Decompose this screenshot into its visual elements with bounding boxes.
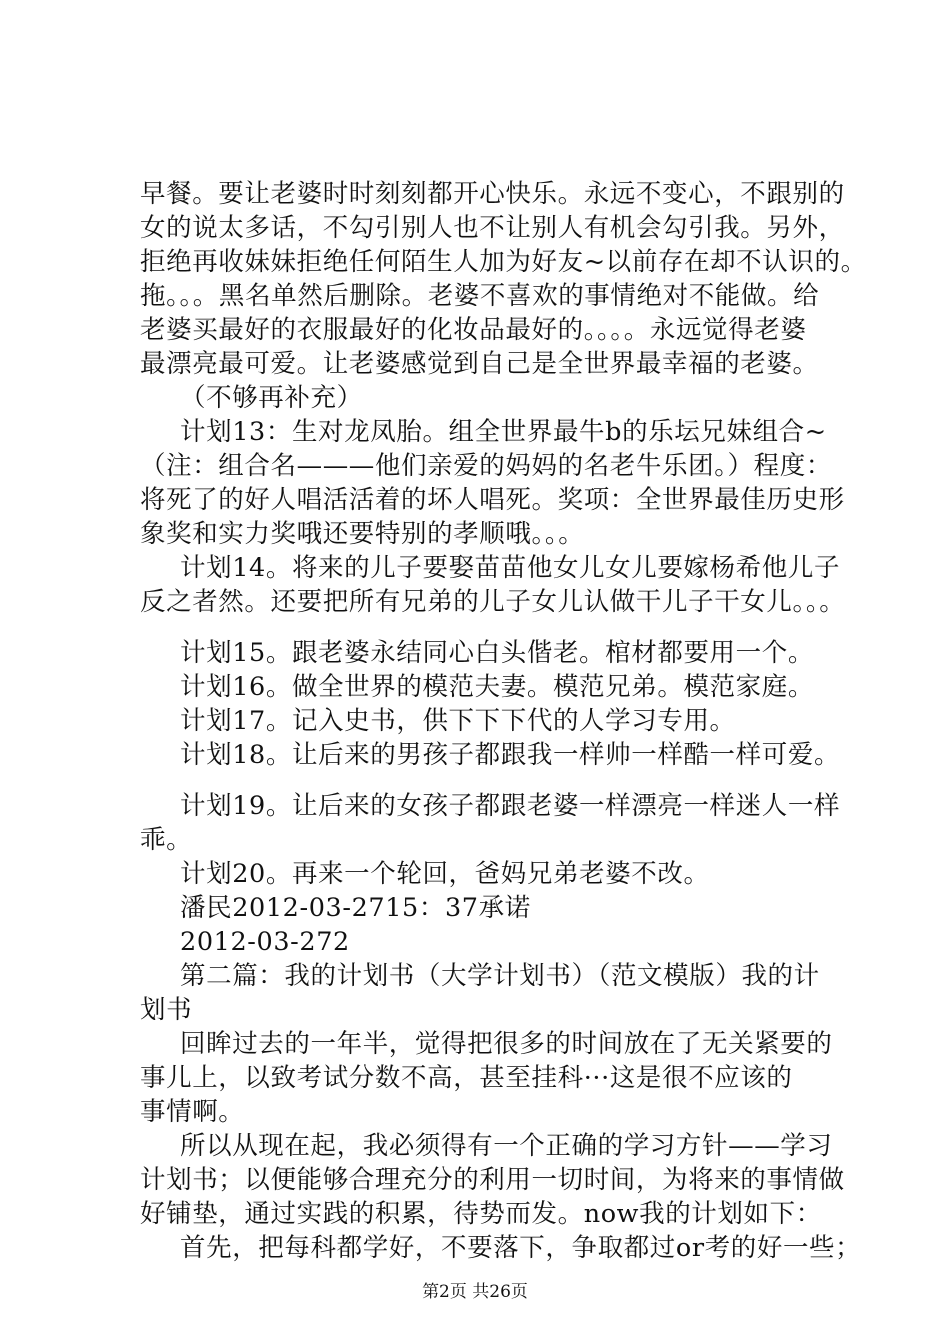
text-line: 计划19。让后来的女孩子都跟老婆一样漂亮一样迷人一样	[180, 791, 841, 821]
text-line: 事儿上，以致考试分数不高，甚至挂科···这是很不应该的	[140, 1063, 793, 1093]
text-line: 女的说太多话，不勾引别人也不让别人有机会勾引我。另外，	[140, 213, 845, 243]
text-line: 计划13：生对龙凤胎。组全世界最牛b的乐坛兄妹组合~	[180, 417, 827, 447]
text-line: 计划17。记入史书，供下下下代的人学习专用。	[180, 706, 736, 736]
page-footer: 第2页 共26页	[422, 1282, 528, 1302]
text-line: 回眸过去的一年半，觉得把很多的时间放在了无关紧要的	[180, 1029, 833, 1059]
text-line: 拒绝再收妹妹拒绝任何陌生人加为好友~以前存在却不认识的。	[140, 247, 867, 277]
text-line: 老婆买最好的衣服最好的化妆品最好的。。。。永远觉得老婆	[140, 315, 807, 345]
text-line: 早餐。要让老婆时时刻刻都开心快乐。永远不变心，不跟别的	[140, 179, 845, 209]
text-line: 计划16。做全世界的模范夫妻。模范兄弟。模范家庭。	[180, 672, 814, 702]
text-line: 2012-03-272	[180, 927, 350, 957]
text-line: 计划书；以便能够合理充分的利用一切时间，为将来的事情做	[140, 1165, 845, 1195]
text-line: 所以从现在起，我必须得有一个正确的学习方针——学习	[180, 1131, 833, 1161]
text-line: （不够再补充）	[180, 383, 363, 413]
text-line: 最漂亮最可爱。让老婆感觉到自己是全世界最幸福的老婆。	[140, 349, 819, 379]
text-line: 象奖和实力奖哦还要特别的孝顺哦。。。	[140, 519, 585, 549]
text-line: 第二篇：我的计划书（大学计划书）（范文模版）我的计	[180, 961, 820, 991]
text-line: 计划15。跟老婆永结同心白头偕老。棺材都要用一个。	[180, 638, 814, 668]
text-line: 拖。。。黑名单然后删除。老婆不喜欢的事情绝对不能做。给	[140, 281, 820, 311]
text-line: 潘民2012-03-2715：37承诺	[180, 893, 531, 923]
text-line: 计划20。再来一个轮回，爸妈兄弟老婆不改。	[180, 859, 710, 889]
text-line: 计划14。将来的儿子要娶苗苗他女儿女儿要嫁杨希他儿子	[180, 553, 841, 583]
text-line: 首先，把每科都学好，不要落下，争取都过or考的好一些；	[180, 1233, 862, 1263]
text-line: 反之者然。还要把所有兄弟的儿子女儿认做干儿子干女儿。。。	[140, 587, 846, 617]
text-line: 划书	[140, 995, 193, 1025]
text-line: 好铺垫，通过实践的积累，待势而发。now我的计划如下：	[140, 1199, 822, 1229]
text-line: 乖。	[140, 825, 193, 855]
text-line: （注：组合名———他们亲爱的妈妈的名老牛乐团。）程度：	[140, 451, 832, 481]
text-line: 计划18。让后来的男孩子都跟我一样帅一样酷一样可爱。	[180, 740, 841, 770]
text-line: 事情啊。	[140, 1097, 245, 1127]
text-line: 将死了的好人唱活活着的坏人唱死。奖项：全世界最佳历史形	[140, 485, 845, 515]
